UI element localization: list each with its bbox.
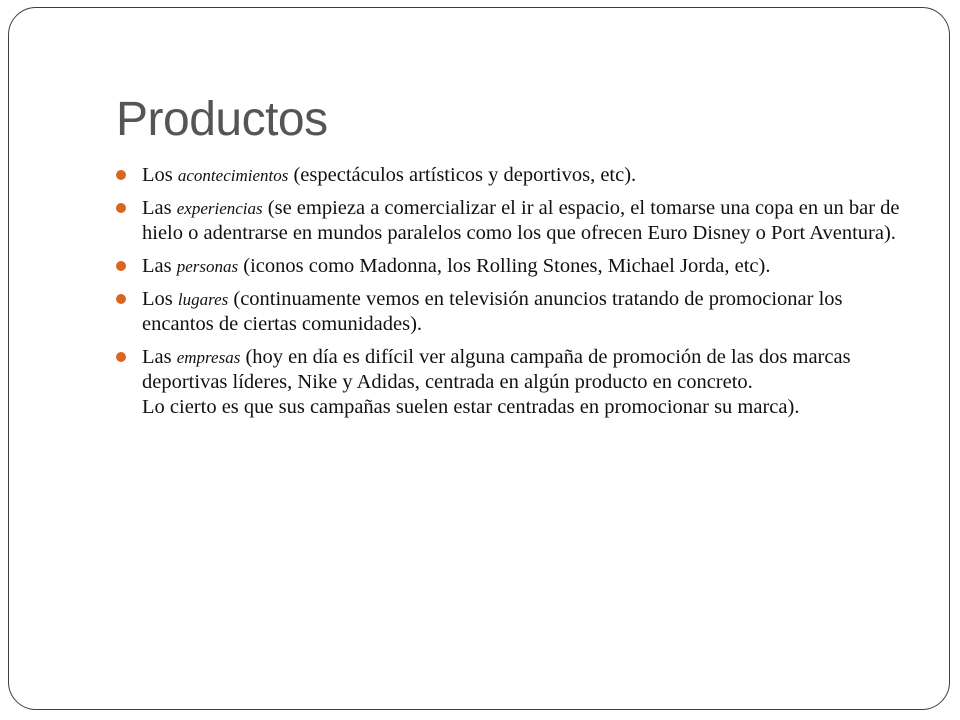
bullet-text: (continuamente vemos en televisión anuncios tratando de promocionar los encantos de ciertas comunidades). [142,288,843,335]
bullet-term: empresas [176,348,241,367]
bullet-lead: Las [142,255,177,277]
list-item [116,196,916,246]
bullet-lead: Los [142,288,178,310]
list-item [116,254,916,279]
bullet-lead: Los [142,164,178,186]
slide-frame [8,7,950,710]
bullet-dot-icon [116,294,126,304]
bullet-text: (espectáculos artísticos y deportivos, etc). [288,164,637,186]
list-item [116,163,916,188]
bullet-lead: Las [142,197,177,219]
list-item [116,287,916,337]
slide-title: Productos [116,93,328,146]
bullet-dot-icon [116,261,126,271]
bullet-dot-icon [116,170,126,180]
bullet-text: (se empieza a comercializar el ir al espacio, el tomarse una copa en un bar de hielo o adentrarse en mundos paralelos como los que ofrecen Euro Disney o Port Aventura). [142,197,900,244]
bullet-term: acontecimientos [177,166,289,185]
bullet-dot-icon [116,352,126,362]
bullet-term: lugares [177,290,229,309]
bullet-dot-icon [116,203,126,213]
bullet-term: personas [176,257,239,276]
bullet-text: (iconos como Madonna, los Rolling Stones, Michael Jorda, etc). [238,255,771,277]
bullet-lead: Las [142,346,177,368]
bullet-term: experiencias [176,199,263,218]
bullet-list [116,163,916,428]
bullet-continuation-line: Lo cierto es que sus campañas suelen estar centradas en promocionar su marca). [142,396,800,418]
bullet-text: (hoy en día es difícil ver alguna campaña de promoción de las dos marcas deportivas líderes, Nike y Adidas, centrada en algún producto en concreto. [142,346,851,393]
list-item [116,345,916,420]
